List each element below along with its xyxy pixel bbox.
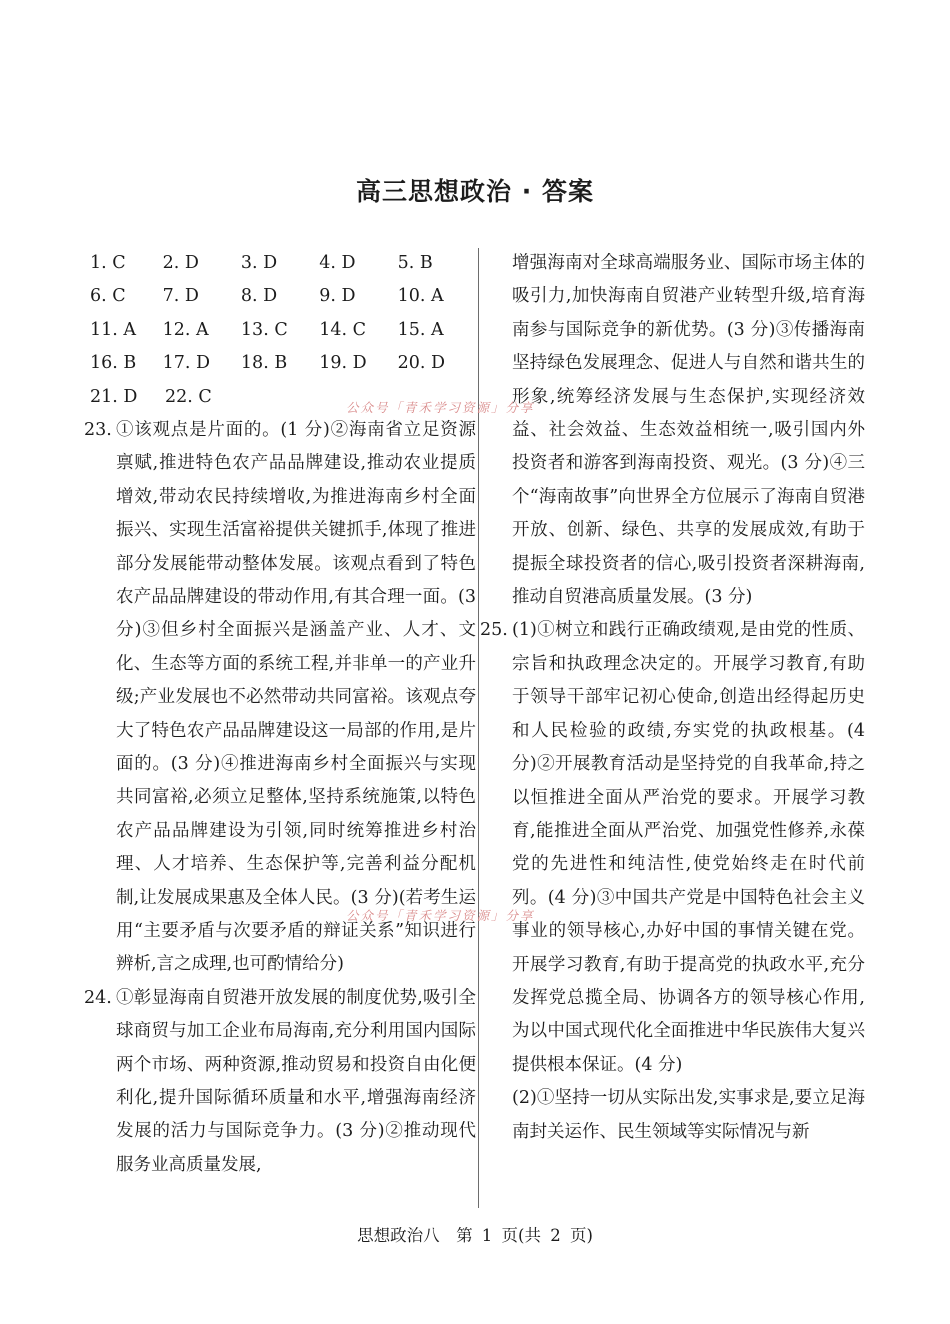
- answer-item: 9. D: [319, 286, 356, 307]
- answer-item: 19. D: [319, 353, 367, 374]
- question-number: 25.: [480, 620, 508, 641]
- answer-item: 18. B: [240, 353, 288, 374]
- answer-row: [84, 280, 476, 313]
- answer-row: [84, 314, 476, 347]
- answer-item: 15. A: [397, 319, 444, 340]
- answer-row: [84, 347, 476, 380]
- left-column: [84, 247, 476, 1182]
- answer-item: 6. C: [90, 286, 126, 307]
- question-23: [84, 414, 476, 982]
- answer-item: 8. D: [240, 286, 278, 307]
- watermark: 公众号「青禾学习资源」分享: [346, 908, 535, 923]
- page-footer: 思想政治八 第 1 页(共 2 页): [357, 1226, 593, 1245]
- answer-item: 16. B: [90, 353, 137, 374]
- answer-grid: [84, 247, 476, 414]
- answer-row: [84, 247, 476, 280]
- column-divider: [478, 248, 479, 1208]
- question-answer-text: ①该观点是片面的。(1 分)②海南省立足资源禀赋,推进特色农产品品牌建设,推动农业提质增效,带动农民持续增收,为推进海南乡村全面振兴、实现生活富裕提供关键抓手,体现了推进部分发展能带动整体发展。该观点看到了特色农产品品牌建设的带动作用,有其合理一面。(3 分)③但乡村全面振兴是涵盖产业、人才、文化、生态等方面的系统工程,并非单一的产业升级;产业发展也不必然带动共同富裕。该观点夸大了特色农产品品牌建设这一局部的作用,是片面的。(3 分)④推进海南乡村全面振兴与实现共同富裕,必须立足整体,坚持系统施策,以特色农产品品牌建设为引领,同时统筹推进乡村治理、人才培养、生态保护等,完善利益分配机制,让发展成果惠及全体人民。(3 分)(若考生运用“主要矛盾与次要矛盾的辩证关系”知识进行辨析,言之成理,也可酌情给分): [116, 419, 476, 975]
- question-24: [84, 982, 476, 1182]
- answer-item: 14. C: [319, 319, 367, 340]
- answer-item: 5. B: [397, 253, 433, 273]
- watermark: 公众号「青禾学习资源」分享: [346, 400, 535, 415]
- answer-item: 13. C: [240, 319, 288, 340]
- question-answer-part-2: (2)①坚持一切从实际出发,实事求是,要立足海南封关运作、民生领域等实际情况与新: [512, 1088, 865, 1142]
- answer-item: 11. A: [90, 319, 137, 340]
- question-number: 24.: [84, 987, 112, 1008]
- right-column: [480, 247, 865, 1149]
- page-title: 高三思想政治 · 答案: [356, 177, 594, 206]
- answer-item: 21. D: [90, 386, 138, 407]
- answer-item: 3. D: [240, 253, 278, 273]
- answer-item: 1. C: [90, 253, 126, 273]
- question-25: [480, 614, 865, 1082]
- answer-item: 22. C: [165, 386, 212, 407]
- answer-item: 10. A: [397, 286, 444, 307]
- question-answer-text: ①彰显海南自贸港开放发展的制度优势,吸引全球商贸与加工企业布局海南,充分利用国内国际两个市场、两种资源,推动贸易和投资自由化便利化,提升国际循环质量和水平,增强海南经济发展的活力与国际竞争力。(3 分)②推动现代服务业高质量发展,: [116, 987, 476, 1175]
- answer-item: 17. D: [162, 353, 210, 374]
- question-number: 23.: [84, 419, 112, 440]
- answer-item: 2. D: [162, 253, 199, 273]
- answer-item: 20. D: [397, 353, 446, 374]
- question-answer-part-1: (1)①树立和践行正确政绩观,是由党的性质、宗旨和执政理念决定的。开展学习教育,有助于领导干部牢记初心使命,创造出经得起历史和人民检验的政绩,夯实党的执政根基。(4 分)②开展教育活动是坚持党的自我革命,持之以恒推进全面从严治党的要求。开展学习教育,能推进全面从严治党、加强党性修养,永葆党的先进性和纯洁性,使党始终走在时代前列。(4 分)③中国共产党是中国特色社会主义事业的领导核心,办好中国的事情关键在党。开展学习教育,有助于提高党的执政水平,充分发挥党总揽全局、协调各方的领导核心作用,为以中国式现代化全面推进中华民族伟大复兴提供根本保证。(4 分): [512, 620, 865, 1075]
- answer-item: 7. D: [162, 286, 199, 307]
- answer-item: 4. D: [319, 253, 356, 273]
- answer-item: 12. A: [162, 319, 209, 340]
- question-24-continued: 增强海南对全球高端服务业、国际市场主体的吸引力,加快海南自贸港产业转型升级,培育海南参与国际竞争的新优势。(3 分)③传播海南坚持绿色发展理念、促进人与自然和谐共生的形象,统筹经济发展与生态保护,实现经济效益、社会效益、生态效益相统一,吸引国内外投资者和游客到海南投资、观光。(3 分)④三个“海南故事”向世界全方位展示了海南自贸港开放、创新、绿色、共享的发展成效,有助于提振全球投资者的信心,吸引投资者深耕海南,推动自贸港高质量发展。(3 分): [512, 253, 865, 608]
